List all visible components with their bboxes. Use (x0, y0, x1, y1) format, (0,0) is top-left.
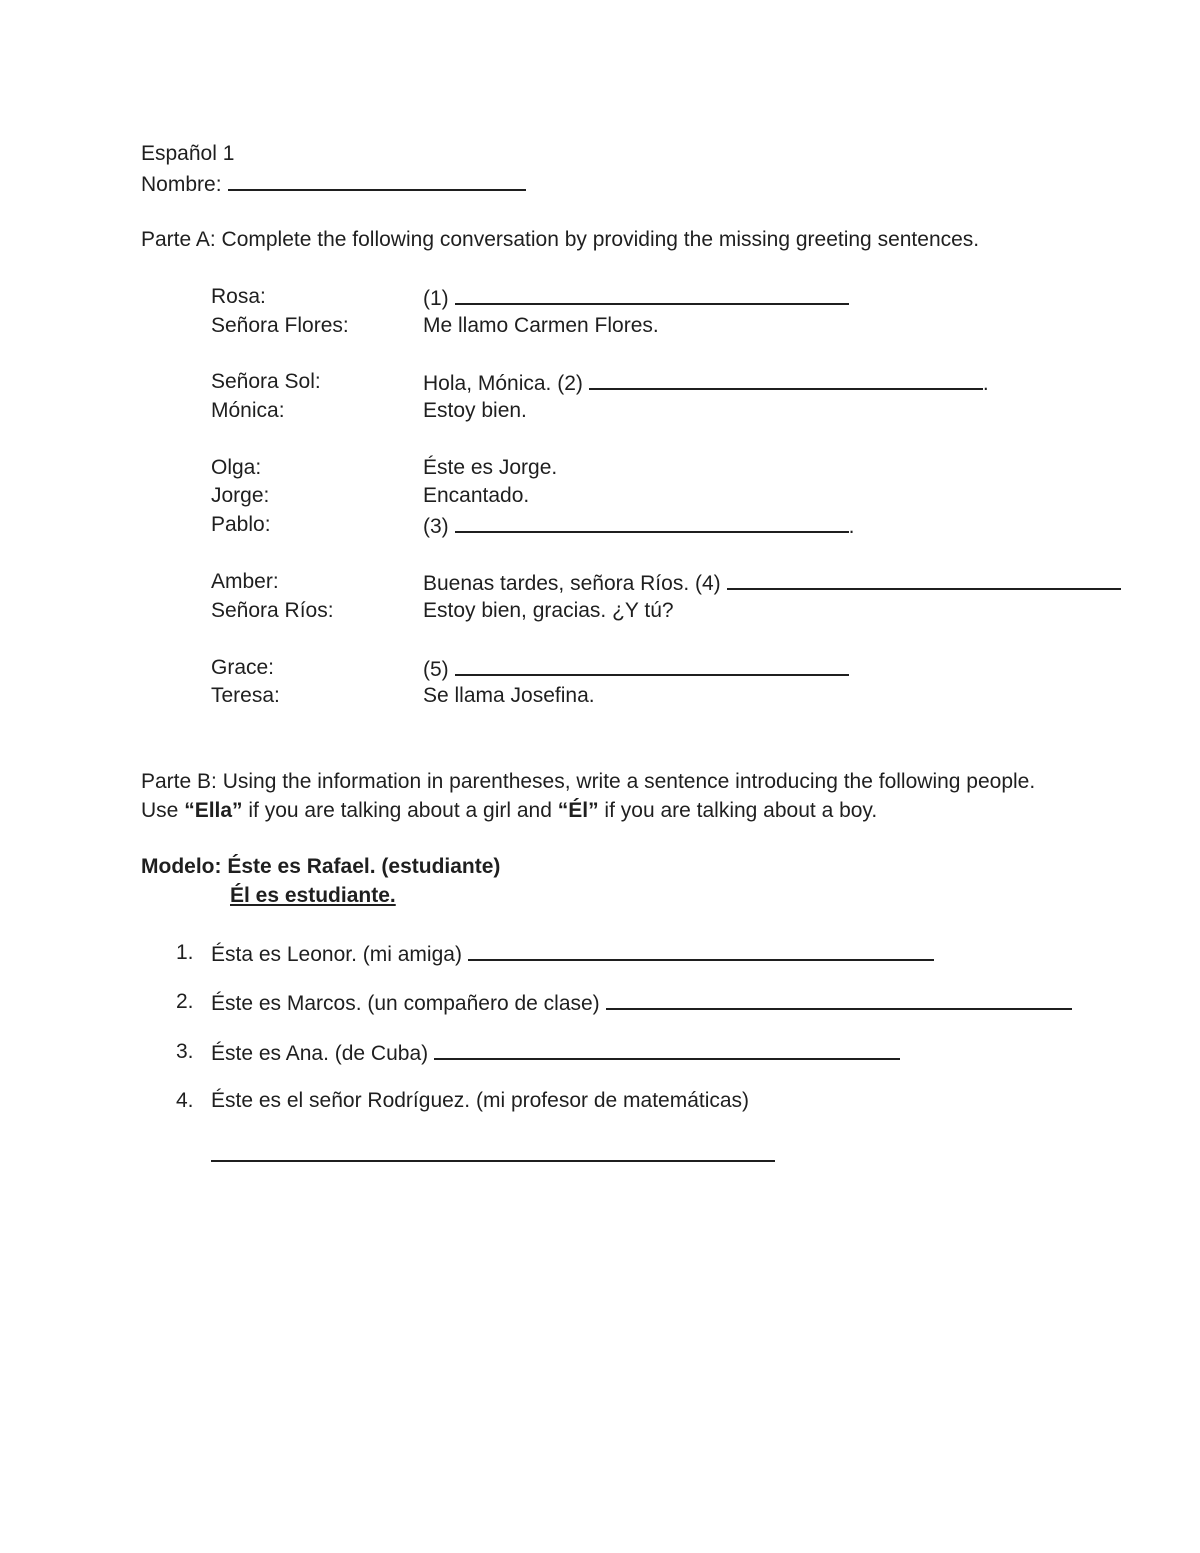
speaker-label: Señora Flores: (211, 314, 349, 337)
item-number: 4. (176, 1089, 194, 1112)
speaker-label: Teresa: (211, 684, 280, 707)
list-item: Ésta es Leonor. (mi amiga) (211, 939, 934, 969)
answer-blank-b2[interactable] (606, 988, 1072, 1010)
dialogue-line: Buenas tardes, señora Ríos. (4) (423, 568, 1121, 598)
speaker-label: Jorge: (211, 484, 270, 507)
answer-blank-b4[interactable] (211, 1160, 775, 1162)
dialogue-line: Estoy bien, gracias. ¿Y tú? (423, 599, 674, 622)
list-item: Éste es Ana. (de Cuba) (211, 1038, 900, 1068)
answer-blank-5[interactable] (455, 654, 849, 676)
answer-blank-b1[interactable] (468, 939, 934, 961)
speaker-label: Señora Sol: (211, 370, 321, 393)
dialogue-line: Encantado. (423, 484, 530, 507)
answer-blank-4[interactable] (727, 568, 1121, 590)
modelo-label: Modelo: Éste es Rafael. (estudiante) (141, 855, 501, 878)
dialogue-line: (5) (423, 654, 849, 684)
answer-blank-1[interactable] (455, 283, 849, 305)
modelo-answer: Él es estudiante. (230, 884, 396, 907)
name-label: Nombre: (141, 173, 222, 196)
speaker-label: Grace: (211, 656, 275, 679)
dialogue-line: (3) . (423, 511, 855, 541)
dialogue-line: Éste es Jorge. (423, 456, 558, 479)
parte-a-instruction: Parte A: Complete the following conversation by providing the missing greeting sentences. (141, 228, 980, 251)
item-number: 2. (176, 990, 194, 1013)
speaker-label: Pablo: (211, 513, 271, 536)
course-title: Español 1 (141, 142, 235, 165)
speaker-label: Mónica: (211, 399, 285, 422)
list-item: Éste es Marcos. (un compañero de clase) (211, 988, 1072, 1018)
list-item: Éste es el señor Rodríguez. (mi profesor de matemáticas) (211, 1089, 750, 1112)
dialogue-line: Estoy bien. (423, 399, 527, 422)
dialogue-line: Se llama Josefina. (423, 684, 595, 707)
name-row (141, 169, 526, 199)
ella-keyword: “Ella” (184, 799, 243, 822)
el-keyword: “Él” (557, 799, 599, 822)
speaker-label: Olga: (211, 456, 262, 479)
name-blank[interactable] (228, 169, 526, 191)
item-number: 3. (176, 1040, 194, 1063)
speaker-label: Rosa: (211, 285, 266, 308)
answer-blank-b3[interactable] (434, 1038, 900, 1060)
dialogue-line: (1) (423, 283, 849, 313)
answer-blank-2[interactable] (589, 368, 983, 390)
item-number: 1. (176, 941, 194, 964)
dialogue-line: Me llamo Carmen Flores. (423, 314, 659, 337)
answer-blank-3[interactable] (455, 511, 849, 533)
speaker-label: Señora Ríos: (211, 599, 334, 622)
dialogue-line: Hola, Mónica. (2) . (423, 368, 989, 398)
speaker-label: Amber: (211, 570, 279, 593)
parte-b-instruction-line1: Parte B: Using the information in parentheses, write a sentence introducing the following people. (141, 770, 1036, 793)
parte-b-instruction-line2: Use “Ella” if you are talking about a girl and “Él” if you are talking about a boy. (141, 799, 878, 822)
